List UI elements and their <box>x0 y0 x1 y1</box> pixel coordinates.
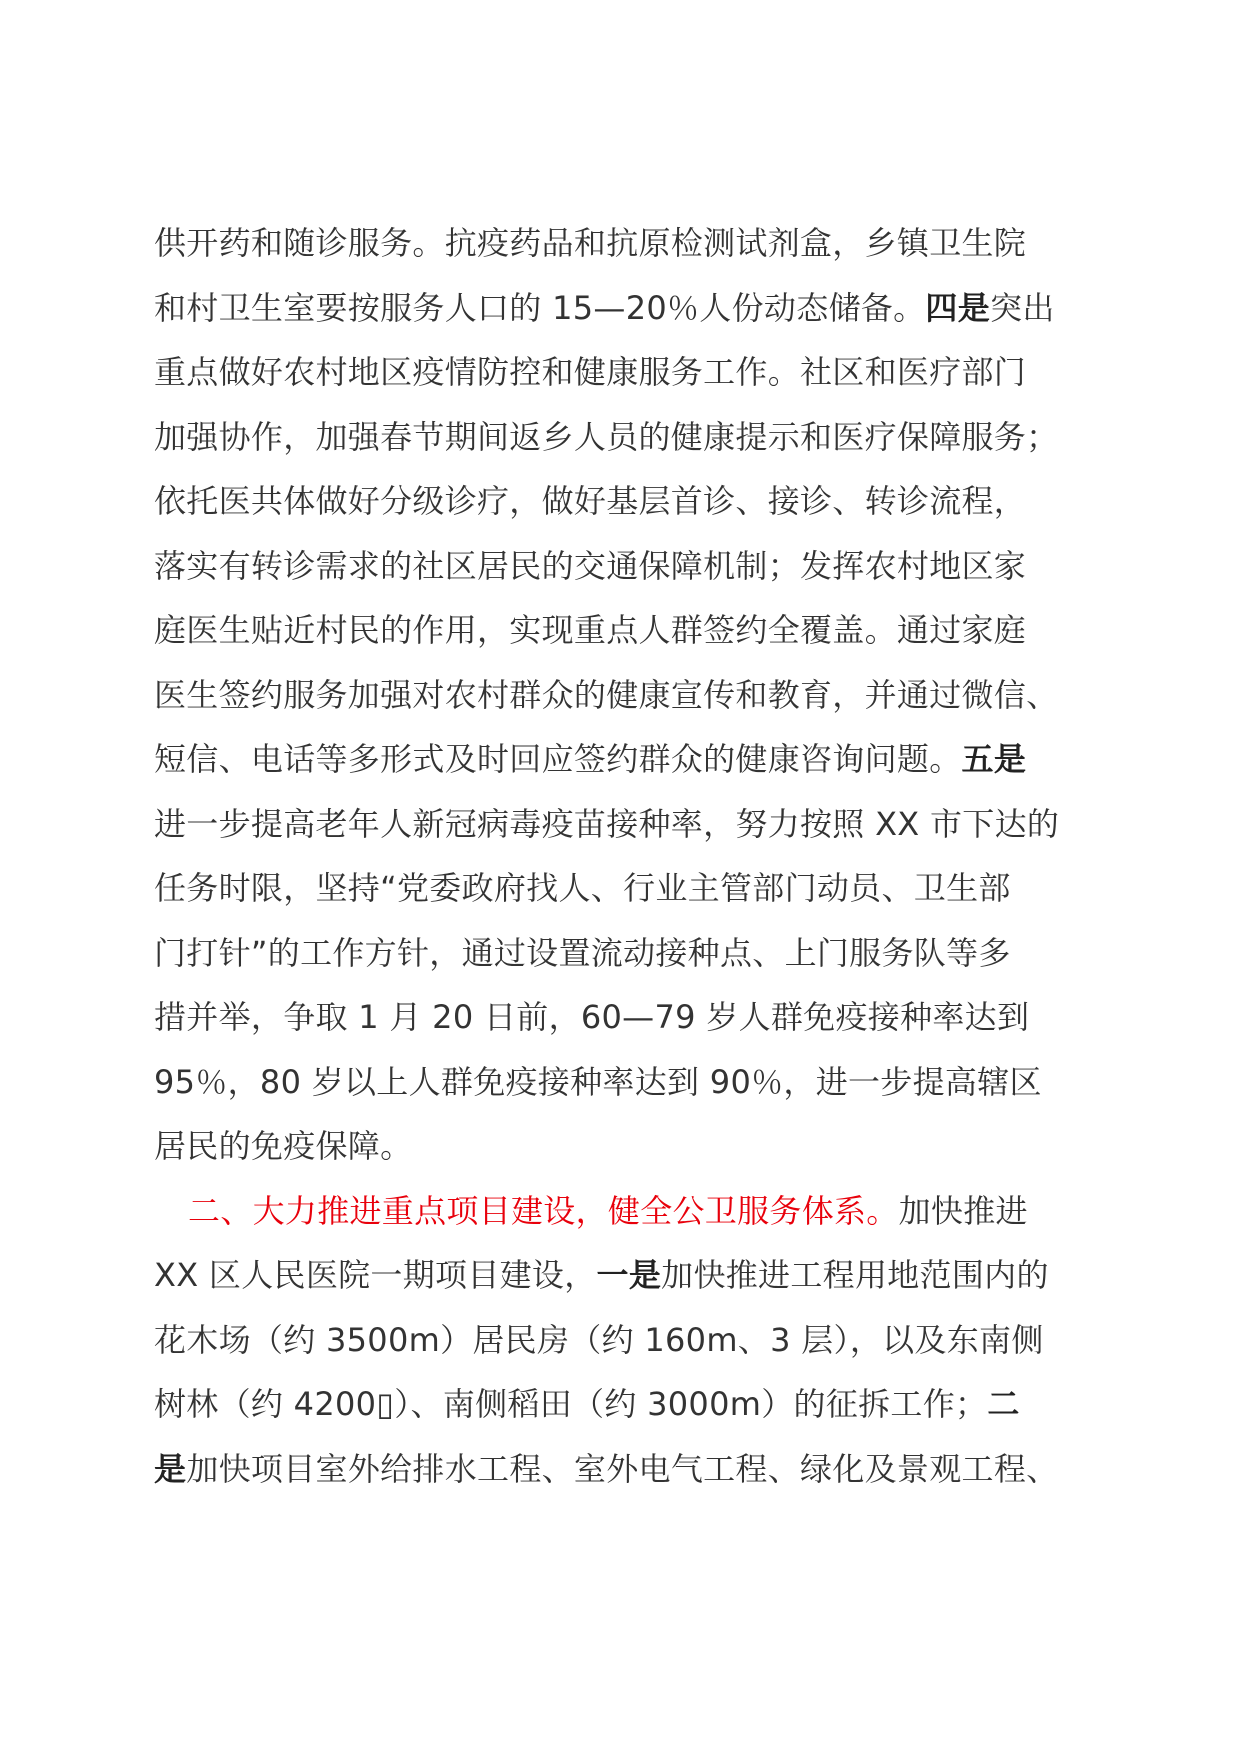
body-text: 庭医生贴近村民的作用，实现重点人群签约全覆盖。通过家庭 <box>154 611 1027 649</box>
emphasis-text: 一是 <box>596 1256 662 1294</box>
text-line <box>154 598 1094 663</box>
body-text: 门打针”的工作方针，通过设置流动接种点、上门服务队等多 <box>154 933 1011 972</box>
body-text: 加强协作，加强春节期间返乡人员的健康提示和医疗保障服务； <box>154 417 1059 456</box>
section-heading: 二、大力推进重点项目建设，健全公卫服务体系。 <box>188 1191 899 1230</box>
text-line <box>154 1308 1094 1373</box>
body-text: 95％，80 岁以上人群免疫接种率达到 90％，进一步提高辖区 <box>154 1062 1042 1101</box>
text-line <box>154 985 1094 1050</box>
text-line <box>154 792 1094 857</box>
text-line <box>154 340 1094 405</box>
emphasis-text: 四是 <box>925 288 991 327</box>
body-text: 重点做好农村地区疫情防控和健康服务工作。社区和医疗部门 <box>154 353 1027 391</box>
body-text: 加快项目室外给排水工程、室外电气工程、绿化及景观工程、 <box>186 1449 1059 1488</box>
text-line <box>154 856 1094 921</box>
body-text: 供开药和随诊服务。抗疫药品和抗原检测试剂盒，乡镇卫生院 <box>154 224 1027 262</box>
body-text: 短信、电话等多形式及时回应签约群众的健康咨询问题。 <box>154 740 962 778</box>
text-line <box>154 921 1094 986</box>
text-line <box>154 663 1094 728</box>
body-text: 措并举，争取 1 月 20 日前，60—79 岁人群免疫接种率达到 <box>154 998 1030 1036</box>
body-text: 树林（约 4200▯）、南侧稻田（约 3000m）的征拆工作； <box>154 1385 988 1423</box>
text-line <box>154 727 1094 792</box>
text-line <box>154 1243 1094 1308</box>
body-text: XX 区人民医院一期项目建设， <box>154 1256 597 1294</box>
text-line <box>154 469 1094 534</box>
text-line <box>154 1372 1094 1437</box>
text-line <box>154 1050 1094 1115</box>
body-text: 落实有转诊需求的社区居民的交通保障机制；发挥农村地区家 <box>154 546 1027 585</box>
body-text: 医生签约服务加强对农村群众的健康宣传和教育，并通过微信、 <box>154 675 1059 714</box>
emphasis-text: 二 <box>987 1385 1020 1423</box>
text-line <box>154 211 1094 276</box>
body-text: 居民的免疫保障。 <box>154 1127 413 1165</box>
emphasis-text: 五是 <box>961 740 1027 778</box>
body-text: 和村卫生室要按服务人口的 15—20％人份动态储备。 <box>154 288 926 327</box>
body-text: 依托医共体做好分级诊疗，做好基层首诊、接诊、转诊流程， <box>154 482 1027 520</box>
emphasis-text: 是 <box>154 1449 187 1488</box>
body-text: 任务时限，坚持“党委政府找人、行业主管部门动员、卫生部 <box>154 869 1011 907</box>
text-line <box>154 405 1094 470</box>
body-text: 加快推进 <box>898 1191 1028 1230</box>
body-text: 花木场（约 3500m）居民房（约 160m、3 层），以及东南侧 <box>154 1320 1044 1359</box>
body-text: 进一步提高老年人新冠病毒疫苗接种率，努力按照 XX 市下达的 <box>154 804 1060 843</box>
text-line <box>154 1114 1094 1179</box>
text-line <box>154 1437 1094 1502</box>
text-line <box>154 534 1094 599</box>
body-text: 加快推进工程用地范围内的 <box>661 1256 1049 1294</box>
body-text: 突出 <box>990 288 1055 327</box>
text-line <box>154 276 1094 341</box>
document-body <box>154 211 1094 1501</box>
text-line <box>154 1179 1094 1244</box>
